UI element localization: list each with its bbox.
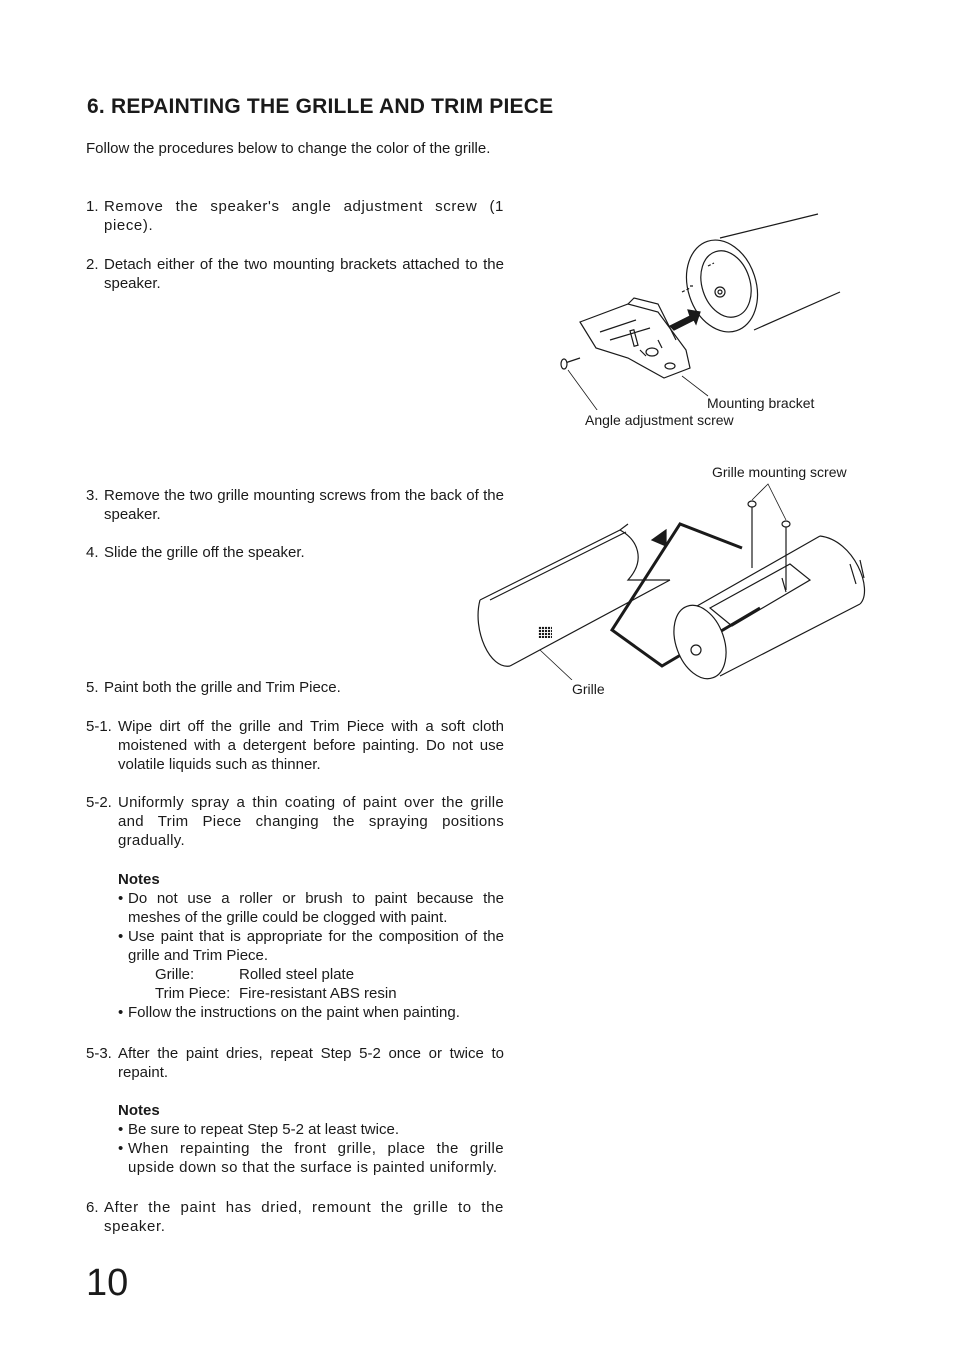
step-3 <box>86 486 504 524</box>
step-number: 5-3. <box>86 1045 112 1062</box>
notes-heading: Notes <box>118 1102 160 1119</box>
grille-label: Grille <box>572 681 605 697</box>
note-text: Be sure to repeat Step 5-2 at least twice. <box>128 1121 399 1138</box>
step-text: Remove the two grille mounting screws from the back of the speaker. <box>104 487 504 523</box>
step-text: After the paint has dried, remount the grille to the speaker. <box>104 1199 504 1235</box>
material-value: Fire-resistant ABS resin <box>239 985 397 1002</box>
material-part: Trim Piece: <box>155 985 231 1002</box>
material-row <box>118 965 504 984</box>
step-text: After the paint dries, repeat Step 5-2 once or twice to repaint. <box>118 1045 504 1081</box>
step-5-3 <box>86 1044 504 1082</box>
figure-grille-removal <box>470 480 880 680</box>
step-number: 5-2. <box>86 794 112 811</box>
step-text: Detach either of the two mounting brackets attached to the speaker. <box>104 256 504 292</box>
step-number: 6. <box>86 1199 99 1216</box>
step-2 <box>86 255 504 293</box>
angle-screw-label: Angle adjustment screw <box>585 412 734 428</box>
step-text: Wipe dirt off the grille and Trim Piece with a soft cloth moistened with a detergent before painting. Do not use volatile liquids such as thinner. <box>118 718 504 773</box>
bullet-marker: • <box>118 1004 124 1021</box>
mounting-bracket-label: Mounting bracket <box>707 395 815 411</box>
note-text: Do not use a roller or brush to paint because the meshes of the grille could be clogged with paint. <box>128 890 504 926</box>
grille-screw-label: Grille mounting screw <box>712 464 847 480</box>
speaker-body-illustration <box>675 214 840 341</box>
note-item <box>118 927 504 965</box>
leader-line <box>682 376 708 396</box>
notes-block-1 <box>118 870 504 1022</box>
step-number: 2. <box>86 256 99 273</box>
step-text: Slide the grille off the speaker. <box>104 544 305 561</box>
bullet-marker: • <box>118 1121 124 1138</box>
bullet-marker: • <box>118 1140 124 1157</box>
note-text: When repainting the front grille, place the grille upside down so that the surface is painted uniformly. <box>128 1140 504 1176</box>
step-5-2 <box>86 793 504 850</box>
intro-text: Follow the procedures below to change the color of the grille. <box>86 140 491 157</box>
note-item <box>118 889 504 927</box>
grille-mounting-screw-icon <box>782 521 790 590</box>
step-text: Remove the speaker's angle adjustment screw (1 piece). <box>104 198 504 234</box>
speaker-body-illustration <box>664 536 864 680</box>
notes-block-2 <box>118 1101 504 1177</box>
note-item <box>118 1003 504 1022</box>
page-title: 6. REPAINTING THE GRILLE AND TRIM PIECE <box>87 95 554 118</box>
material-part: Grille: <box>155 966 195 983</box>
angle-adjustment-screw-illustration <box>561 358 580 369</box>
arrow-icon <box>670 310 700 330</box>
note-text: Follow the instructions on the paint when painting. <box>128 1004 460 1021</box>
leader-line <box>568 370 600 410</box>
step-number: 1. <box>86 198 99 215</box>
note-item <box>118 1139 504 1177</box>
step-number: 4. <box>86 544 99 561</box>
step-5-1 <box>86 717 504 774</box>
bullet-marker: • <box>118 890 124 907</box>
note-item <box>118 1120 504 1139</box>
step-4 <box>86 543 504 562</box>
step-text: Paint both the grille and Trim Piece. <box>104 679 341 696</box>
mounting-bracket-illustration <box>580 298 690 378</box>
leader-line <box>752 484 786 520</box>
step-number: 5-1. <box>86 718 112 735</box>
bullet-marker: • <box>118 928 124 945</box>
notes-heading: Notes <box>118 871 160 888</box>
step-1 <box>86 197 504 235</box>
figure-bracket-removal <box>540 200 870 410</box>
step-text: Uniformly spray a thin coating of paint over the grille and Trim Piece changing the spraying positions gradually. <box>118 794 504 849</box>
grille-illustration <box>478 524 670 666</box>
material-row <box>118 984 504 1003</box>
leader-line <box>540 650 572 680</box>
step-number: 5. <box>86 679 99 696</box>
step-5 <box>86 678 504 697</box>
note-text: Use paint that is appropriate for the composition of the grille and Trim Piece. <box>128 928 504 964</box>
page-number: 10 <box>86 1262 129 1304</box>
material-value: Rolled steel plate <box>239 966 355 983</box>
step-6 <box>86 1198 504 1236</box>
step-number: 3. <box>86 487 99 504</box>
grille-mounting-screw-icon <box>748 501 756 568</box>
